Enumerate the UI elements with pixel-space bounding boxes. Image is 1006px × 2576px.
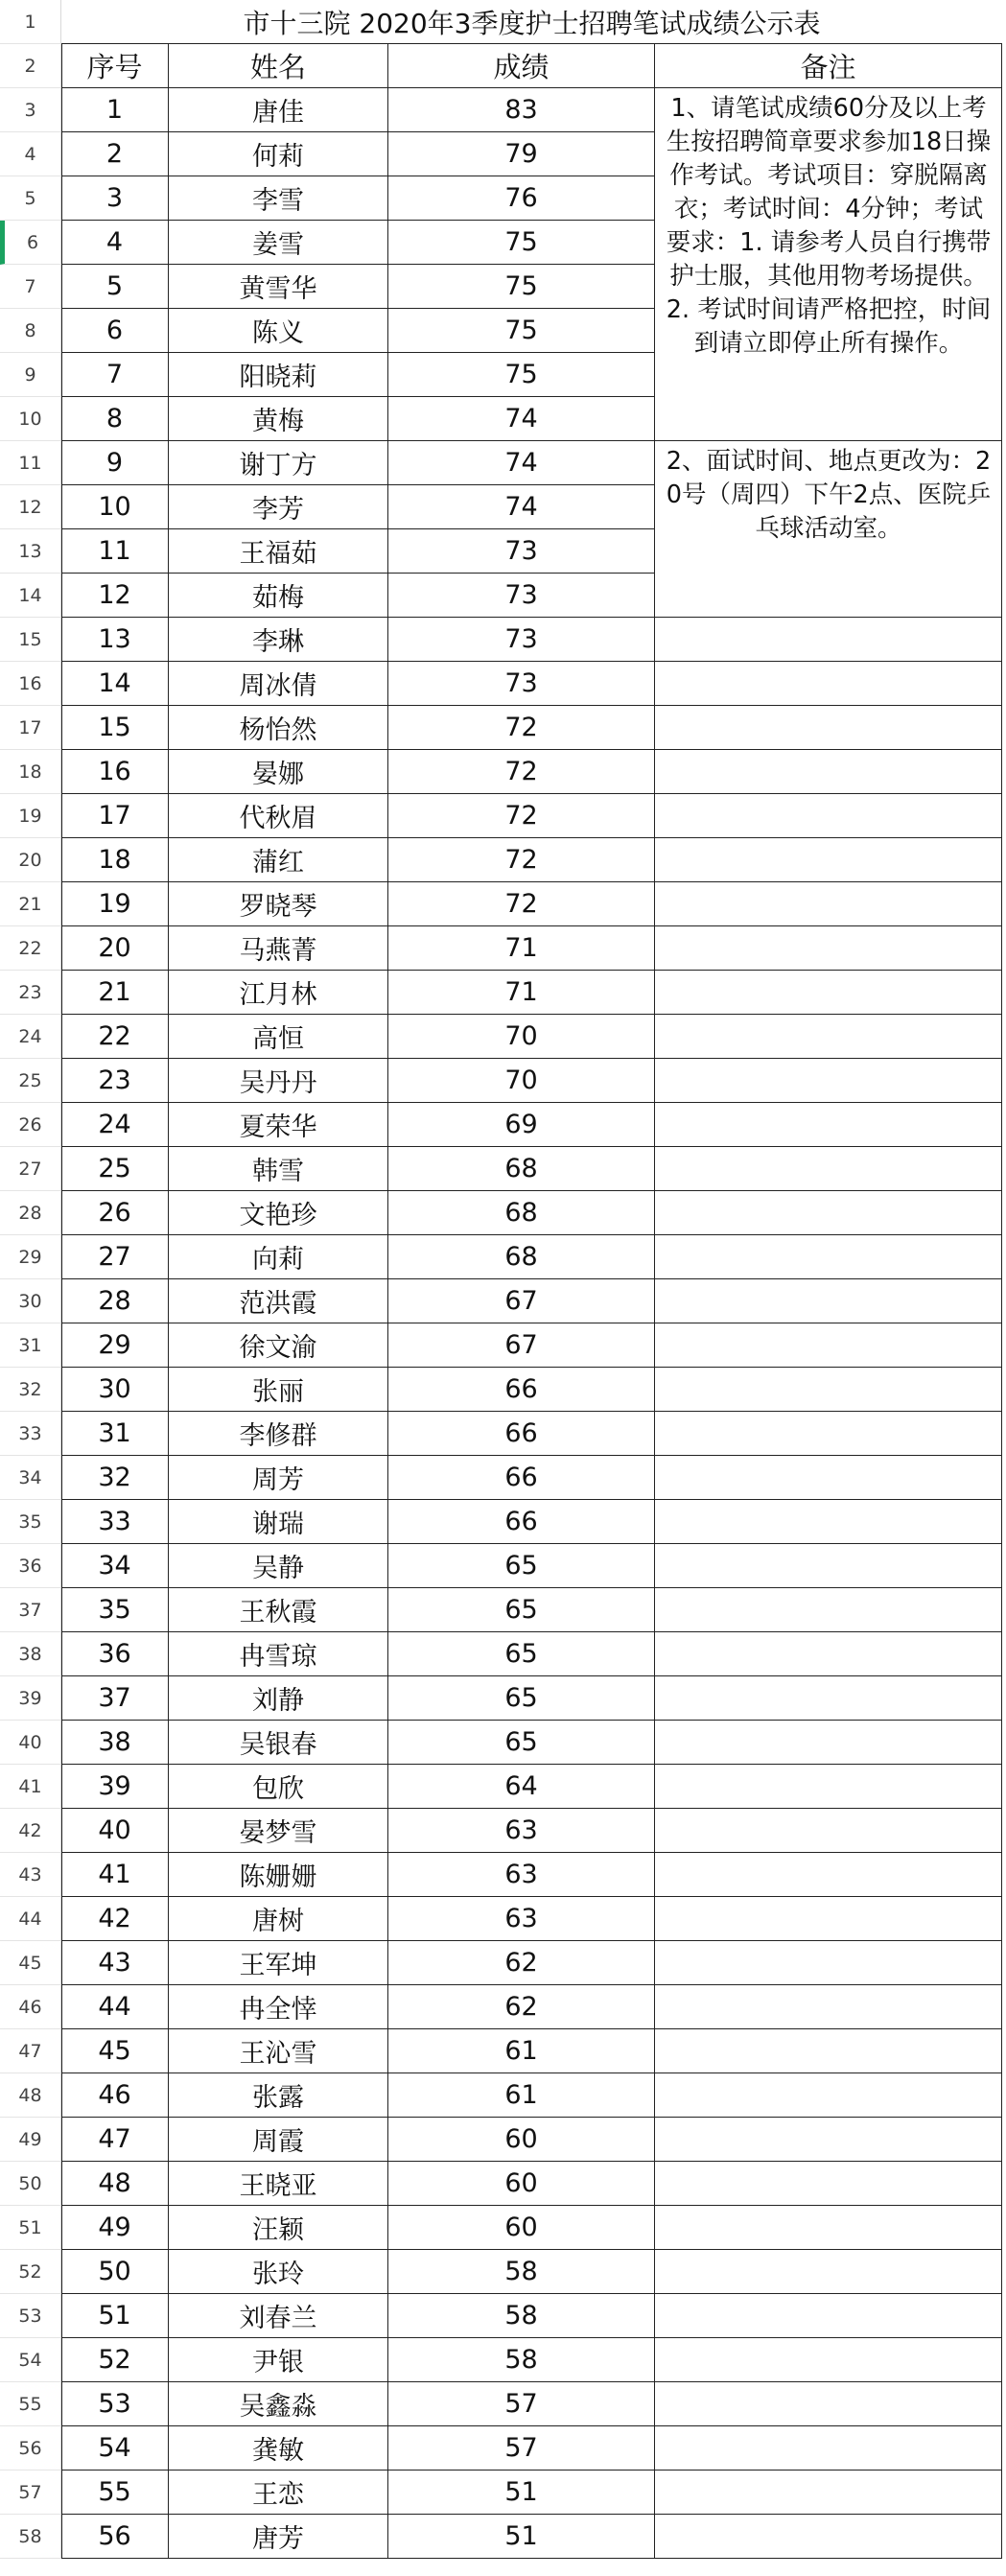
cell-remark[interactable]	[655, 1412, 1002, 1456]
cell-remark[interactable]	[655, 1059, 1002, 1103]
cell-remark[interactable]	[655, 2118, 1002, 2162]
cell-remark[interactable]	[655, 1765, 1002, 1809]
cell-no[interactable]: 3	[61, 176, 169, 221]
cell-name[interactable]: 谢瑞	[169, 1500, 388, 1544]
cell-no[interactable]: 46	[61, 2073, 169, 2118]
cell-name[interactable]: 文艳珍	[169, 1191, 388, 1235]
row-header[interactable]: 38	[0, 1632, 61, 1676]
cell-name[interactable]: 蒲红	[169, 838, 388, 882]
row-header[interactable]: 57	[0, 2471, 61, 2515]
cell-score[interactable]: 60	[388, 2118, 655, 2162]
row-header[interactable]: 27	[0, 1147, 61, 1191]
cell-score[interactable]: 79	[388, 132, 655, 176]
cell-score[interactable]: 62	[388, 1941, 655, 1985]
cell-score[interactable]: 74	[388, 397, 655, 441]
cell-name[interactable]: 张玲	[169, 2250, 388, 2294]
cell-no[interactable]: 38	[61, 1721, 169, 1765]
row-header[interactable]: 36	[0, 1544, 61, 1588]
row-header[interactable]: 39	[0, 1676, 61, 1721]
cell-no[interactable]: 36	[61, 1632, 169, 1676]
cell-score[interactable]: 72	[388, 838, 655, 882]
cell-no[interactable]: 39	[61, 1765, 169, 1809]
cell-score[interactable]: 74	[388, 485, 655, 529]
row-header[interactable]: 37	[0, 1588, 61, 1632]
remark-note-2[interactable]: 2、面试时间、地点更改为：20号（周四）下午2点、医院乒乓球活动室。	[666, 447, 992, 543]
row-header[interactable]: 29	[0, 1235, 61, 1279]
cell-remark[interactable]	[655, 662, 1002, 706]
cell-no[interactable]: 5	[61, 265, 169, 309]
cell-remark[interactable]	[655, 838, 1002, 882]
cell-name[interactable]: 茹梅	[169, 574, 388, 618]
cell-name[interactable]: 罗晓琴	[169, 882, 388, 926]
cell-score[interactable]: 72	[388, 794, 655, 838]
cell-name[interactable]: 刘春兰	[169, 2294, 388, 2338]
row-header[interactable]: 21	[0, 882, 61, 926]
cell-no[interactable]: 34	[61, 1544, 169, 1588]
cell-score[interactable]: 74	[388, 441, 655, 485]
cell-remark[interactable]	[655, 971, 1002, 1015]
row-header[interactable]: 10	[0, 397, 61, 441]
cell-no[interactable]: 48	[61, 2162, 169, 2206]
cell-no[interactable]: 25	[61, 1147, 169, 1191]
row-header[interactable]: 18	[0, 750, 61, 794]
cell-remark[interactable]	[655, 1456, 1002, 1500]
cell-score[interactable]: 72	[388, 750, 655, 794]
cell-no[interactable]: 14	[61, 662, 169, 706]
cell-score[interactable]: 83	[388, 88, 655, 132]
cell-no[interactable]: 31	[61, 1412, 169, 1456]
remark-note-1[interactable]: 1、请笔试成绩60分及以上考生按招聘简章要求参加18日操作考试。考试项目：穿脱隔离衣；考试时间：4分钟；考试要求：1. 请参考人员自行携带护士服，其他用物考场提供。2. 考试时间请严格把控，时间到请立即停止所有操作。	[666, 94, 992, 358]
cell-remark[interactable]	[655, 926, 1002, 971]
cell-score[interactable]: 75	[388, 309, 655, 353]
cell-score[interactable]: 72	[388, 706, 655, 750]
cell-name[interactable]: 周霞	[169, 2118, 388, 2162]
cell-no[interactable]: 4	[61, 221, 169, 265]
cell-no[interactable]: 26	[61, 1191, 169, 1235]
cell-no[interactable]: 50	[61, 2250, 169, 2294]
row-header[interactable]: 43	[0, 1853, 61, 1897]
cell-name[interactable]: 唐芳	[169, 2515, 388, 2559]
cell-name[interactable]: 黄雪华	[169, 265, 388, 309]
cell-name[interactable]: 王晓亚	[169, 2162, 388, 2206]
cell-name[interactable]: 向莉	[169, 1235, 388, 1279]
cell-score[interactable]: 63	[388, 1897, 655, 1941]
cell-score[interactable]: 66	[388, 1500, 655, 1544]
cell-score[interactable]: 61	[388, 2029, 655, 2073]
cell-remark[interactable]	[655, 1721, 1002, 1765]
row-header[interactable]: 42	[0, 1809, 61, 1853]
cell-remark[interactable]	[655, 794, 1002, 838]
cell-remark[interactable]	[655, 2250, 1002, 2294]
row-header[interactable]: 7	[0, 265, 61, 309]
cell-name[interactable]: 吴银春	[169, 1721, 388, 1765]
cell-score[interactable]: 67	[388, 1279, 655, 1323]
cell-no[interactable]: 35	[61, 1588, 169, 1632]
cell-name[interactable]: 吴鑫淼	[169, 2382, 388, 2426]
cell-score[interactable]: 75	[388, 221, 655, 265]
cell-no[interactable]: 1	[61, 88, 169, 132]
cell-score[interactable]: 51	[388, 2471, 655, 2515]
cell-name[interactable]: 王军坤	[169, 1941, 388, 1985]
row-header[interactable]: 25	[0, 1059, 61, 1103]
cell-no[interactable]: 44	[61, 1985, 169, 2029]
row-header[interactable]: 30	[0, 1279, 61, 1323]
row-header[interactable]: 55	[0, 2382, 61, 2426]
cell-name[interactable]: 龚敏	[169, 2426, 388, 2471]
cell-name[interactable]: 吴丹丹	[169, 1059, 388, 1103]
cell-score[interactable]: 63	[388, 1853, 655, 1897]
cell-score[interactable]: 73	[388, 662, 655, 706]
cell-score[interactable]: 65	[388, 1676, 655, 1721]
cell-name[interactable]: 唐树	[169, 1897, 388, 1941]
row-header[interactable]: 16	[0, 662, 61, 706]
cell-remark[interactable]	[655, 1853, 1002, 1897]
cell-no[interactable]: 16	[61, 750, 169, 794]
cell-remark[interactable]	[655, 706, 1002, 750]
row-header[interactable]: 47	[0, 2029, 61, 2073]
cell-name[interactable]: 冉雪琼	[169, 1632, 388, 1676]
cell-remark[interactable]	[655, 2382, 1002, 2426]
cell-no[interactable]: 52	[61, 2338, 169, 2382]
row-header[interactable]: 44	[0, 1897, 61, 1941]
row-header[interactable]: 51	[0, 2206, 61, 2250]
cell-no[interactable]: 10	[61, 485, 169, 529]
row-header[interactable]: 35	[0, 1500, 61, 1544]
cell-no[interactable]: 32	[61, 1456, 169, 1500]
header-no[interactable]: 序号	[61, 44, 169, 88]
row-header[interactable]: 22	[0, 926, 61, 971]
cell-no[interactable]: 7	[61, 353, 169, 397]
cell-remark[interactable]	[655, 2471, 1002, 2515]
row-header[interactable]: 26	[0, 1103, 61, 1147]
cell-no[interactable]: 45	[61, 2029, 169, 2073]
cell-score[interactable]: 60	[388, 2206, 655, 2250]
cell-name[interactable]: 王沁雪	[169, 2029, 388, 2073]
cell-no[interactable]: 15	[61, 706, 169, 750]
cell-remark[interactable]	[655, 1279, 1002, 1323]
row-header[interactable]: 8	[0, 309, 61, 353]
row-header[interactable]: 12	[0, 485, 61, 529]
cell-name[interactable]: 晏梦雪	[169, 1809, 388, 1853]
cell-no[interactable]: 47	[61, 2118, 169, 2162]
cell-name[interactable]: 杨怡然	[169, 706, 388, 750]
cell-score[interactable]: 65	[388, 1721, 655, 1765]
cell-remark[interactable]	[655, 1544, 1002, 1588]
cell-name[interactable]: 汪颖	[169, 2206, 388, 2250]
row-header[interactable]: 54	[0, 2338, 61, 2382]
cell-remark[interactable]	[655, 1103, 1002, 1147]
cell-score[interactable]: 69	[388, 1103, 655, 1147]
cell-name[interactable]: 刘静	[169, 1676, 388, 1721]
row-header[interactable]: 31	[0, 1323, 61, 1368]
cell-name[interactable]: 王福茹	[169, 529, 388, 574]
row-header[interactable]: 52	[0, 2250, 61, 2294]
row-header[interactable]: 3	[0, 88, 61, 132]
cell-no[interactable]: 27	[61, 1235, 169, 1279]
row-header[interactable]: 6	[0, 221, 61, 265]
row-header[interactable]: 48	[0, 2073, 61, 2118]
cell-name[interactable]: 范洪霞	[169, 1279, 388, 1323]
cell-no[interactable]: 56	[61, 2515, 169, 2559]
cell-score[interactable]: 66	[388, 1412, 655, 1456]
cell-no[interactable]: 18	[61, 838, 169, 882]
row-header[interactable]: 14	[0, 574, 61, 618]
row-header[interactable]: 53	[0, 2294, 61, 2338]
cell-name[interactable]: 吴静	[169, 1544, 388, 1588]
cell-name[interactable]: 冉全悻	[169, 1985, 388, 2029]
cell-score[interactable]: 73	[388, 618, 655, 662]
cell-name[interactable]: 代秋眉	[169, 794, 388, 838]
cell-name[interactable]: 姜雪	[169, 221, 388, 265]
cell-remark[interactable]	[655, 1985, 1002, 2029]
cell-no[interactable]: 33	[61, 1500, 169, 1544]
cell-score[interactable]: 58	[388, 2338, 655, 2382]
row-header[interactable]: 17	[0, 706, 61, 750]
cell-no[interactable]: 13	[61, 618, 169, 662]
cell-score[interactable]: 68	[388, 1235, 655, 1279]
cell-remark[interactable]	[655, 882, 1002, 926]
row-header[interactable]: 40	[0, 1721, 61, 1765]
row-header[interactable]: 23	[0, 971, 61, 1015]
row-header[interactable]: 9	[0, 353, 61, 397]
cell-score[interactable]: 75	[388, 265, 655, 309]
cell-score[interactable]: 51	[388, 2515, 655, 2559]
cell-name[interactable]: 周芳	[169, 1456, 388, 1500]
cell-name[interactable]: 李芳	[169, 485, 388, 529]
cell-name[interactable]: 包欣	[169, 1765, 388, 1809]
row-header[interactable]: 58	[0, 2515, 61, 2559]
cell-score[interactable]: 58	[388, 2250, 655, 2294]
cell-score[interactable]: 63	[388, 1809, 655, 1853]
row-header[interactable]: 15	[0, 618, 61, 662]
row-header[interactable]: 13	[0, 529, 61, 574]
cell-remark[interactable]	[655, 1015, 1002, 1059]
cell-remark[interactable]	[655, 1676, 1002, 1721]
cell-no[interactable]: 2	[61, 132, 169, 176]
cell-no[interactable]: 53	[61, 2382, 169, 2426]
cell-score[interactable]: 57	[388, 2426, 655, 2471]
cell-name[interactable]: 江月林	[169, 971, 388, 1015]
row-header[interactable]: 49	[0, 2118, 61, 2162]
cell-score[interactable]: 62	[388, 1985, 655, 2029]
cell-no[interactable]: 20	[61, 926, 169, 971]
cell-remark[interactable]	[655, 2073, 1002, 2118]
row-header[interactable]: 4	[0, 132, 61, 176]
row-header[interactable]: 56	[0, 2426, 61, 2471]
row-header[interactable]: 45	[0, 1941, 61, 1985]
cell-remark[interactable]	[655, 2338, 1002, 2382]
cell-remark[interactable]	[655, 1809, 1002, 1853]
cell-name[interactable]: 李修群	[169, 1412, 388, 1456]
row-header[interactable]: 50	[0, 2162, 61, 2206]
cell-score[interactable]: 65	[388, 1632, 655, 1676]
cell-no[interactable]: 40	[61, 1809, 169, 1853]
row-header[interactable]: 5	[0, 176, 61, 221]
cell-remark[interactable]	[655, 2515, 1002, 2559]
cell-score[interactable]: 57	[388, 2382, 655, 2426]
cell-remark[interactable]	[655, 618, 1002, 662]
row-header[interactable]: 1	[0, 0, 61, 44]
cell-name[interactable]: 韩雪	[169, 1147, 388, 1191]
cell-score[interactable]: 72	[388, 882, 655, 926]
cell-score[interactable]: 66	[388, 1456, 655, 1500]
cell-no[interactable]: 49	[61, 2206, 169, 2250]
header-remark[interactable]: 备注	[655, 44, 1002, 88]
cell-remark[interactable]	[655, 1368, 1002, 1412]
cell-no[interactable]: 23	[61, 1059, 169, 1103]
cell-name[interactable]: 李琳	[169, 618, 388, 662]
cell-remark[interactable]	[655, 1941, 1002, 1985]
cell-no[interactable]: 6	[61, 309, 169, 353]
cell-remark[interactable]	[655, 2029, 1002, 2073]
cell-remark[interactable]	[655, 2426, 1002, 2471]
cell-remark[interactable]	[655, 1500, 1002, 1544]
cell-name[interactable]: 周冰倩	[169, 662, 388, 706]
cell-name[interactable]: 谢丁方	[169, 441, 388, 485]
cell-name[interactable]: 李雪	[169, 176, 388, 221]
table-left-border	[61, 44, 62, 2559]
cell-remark[interactable]	[655, 1323, 1002, 1368]
cell-name[interactable]: 夏荣华	[169, 1103, 388, 1147]
cell-name[interactable]: 陈义	[169, 309, 388, 353]
cell-no[interactable]: 21	[61, 971, 169, 1015]
cell-remark[interactable]	[655, 2206, 1002, 2250]
cell-remark[interactable]	[655, 2162, 1002, 2206]
cell-score[interactable]: 71	[388, 971, 655, 1015]
cell-remark[interactable]	[655, 1235, 1002, 1279]
row-header[interactable]: 34	[0, 1456, 61, 1500]
cell-name[interactable]: 张露	[169, 2073, 388, 2118]
cell-score[interactable]: 76	[388, 176, 655, 221]
row-header[interactable]: 46	[0, 1985, 61, 2029]
row-header[interactable]: 19	[0, 794, 61, 838]
cell-no[interactable]: 11	[61, 529, 169, 574]
row-header[interactable]: 2	[0, 44, 61, 88]
cell-score[interactable]: 60	[388, 2162, 655, 2206]
cell-score[interactable]: 61	[388, 2073, 655, 2118]
cell-score[interactable]: 67	[388, 1323, 655, 1368]
cell-score[interactable]: 70	[388, 1015, 655, 1059]
cell-name[interactable]: 张丽	[169, 1368, 388, 1412]
header-score[interactable]: 成绩	[388, 44, 655, 88]
cell-no[interactable]: 17	[61, 794, 169, 838]
row-header[interactable]: 32	[0, 1368, 61, 1412]
header-name[interactable]: 姓名	[169, 44, 388, 88]
cell-score[interactable]: 68	[388, 1191, 655, 1235]
cell-remark[interactable]	[655, 2294, 1002, 2338]
cell-no[interactable]: 54	[61, 2426, 169, 2471]
cell-score[interactable]: 75	[388, 353, 655, 397]
cell-remark[interactable]	[655, 1588, 1002, 1632]
cell-no[interactable]: 55	[61, 2471, 169, 2515]
cell-remark[interactable]	[655, 1191, 1002, 1235]
cell-no[interactable]: 28	[61, 1279, 169, 1323]
cell-name[interactable]: 黄梅	[169, 397, 388, 441]
cell-no[interactable]: 41	[61, 1853, 169, 1897]
cell-score[interactable]: 65	[388, 1544, 655, 1588]
cell-name[interactable]: 王恋	[169, 2471, 388, 2515]
row-header[interactable]: 20	[0, 838, 61, 882]
sheet-title[interactable]: 市十三院 2020年3季度护士招聘笔试成绩公示表	[61, 0, 1002, 44]
cell-score[interactable]: 65	[388, 1588, 655, 1632]
cell-score[interactable]: 73	[388, 574, 655, 618]
cell-remark[interactable]	[655, 1632, 1002, 1676]
cell-no[interactable]: 24	[61, 1103, 169, 1147]
cell-name[interactable]: 尹银	[169, 2338, 388, 2382]
cell-no[interactable]: 19	[61, 882, 169, 926]
cell-remark[interactable]	[655, 750, 1002, 794]
cell-score[interactable]: 71	[388, 926, 655, 971]
cell-name[interactable]: 阳晓莉	[169, 353, 388, 397]
cell-no[interactable]: 29	[61, 1323, 169, 1368]
row-header[interactable]: 11	[0, 441, 61, 485]
row-header[interactable]: 33	[0, 1412, 61, 1456]
row-header[interactable]: 41	[0, 1765, 61, 1809]
cell-name[interactable]: 何莉	[169, 132, 388, 176]
cell-score[interactable]: 73	[388, 529, 655, 574]
cell-name[interactable]: 高恒	[169, 1015, 388, 1059]
cell-name[interactable]: 晏娜	[169, 750, 388, 794]
row-header[interactable]: 24	[0, 1015, 61, 1059]
cell-score[interactable]: 68	[388, 1147, 655, 1191]
cell-score[interactable]: 66	[388, 1368, 655, 1412]
cell-no[interactable]: 37	[61, 1676, 169, 1721]
cell-remark[interactable]	[655, 1147, 1002, 1191]
cell-no[interactable]: 43	[61, 1941, 169, 1985]
cell-no[interactable]: 42	[61, 1897, 169, 1941]
cell-no[interactable]: 9	[61, 441, 169, 485]
cell-score[interactable]: 58	[388, 2294, 655, 2338]
cell-name[interactable]: 王秋霞	[169, 1588, 388, 1632]
cell-name[interactable]: 唐佳	[169, 88, 388, 132]
cell-no[interactable]: 22	[61, 1015, 169, 1059]
cell-name[interactable]: 徐文渝	[169, 1323, 388, 1368]
cell-no[interactable]: 30	[61, 1368, 169, 1412]
cell-no[interactable]: 12	[61, 574, 169, 618]
row-header[interactable]: 28	[0, 1191, 61, 1235]
cell-score[interactable]: 64	[388, 1765, 655, 1809]
cell-score[interactable]: 70	[388, 1059, 655, 1103]
cell-no[interactable]: 51	[61, 2294, 169, 2338]
cell-no[interactable]: 8	[61, 397, 169, 441]
cell-name[interactable]: 马燕菁	[169, 926, 388, 971]
cell-remark[interactable]	[655, 1897, 1002, 1941]
cell-name[interactable]: 陈姗姗	[169, 1853, 388, 1897]
